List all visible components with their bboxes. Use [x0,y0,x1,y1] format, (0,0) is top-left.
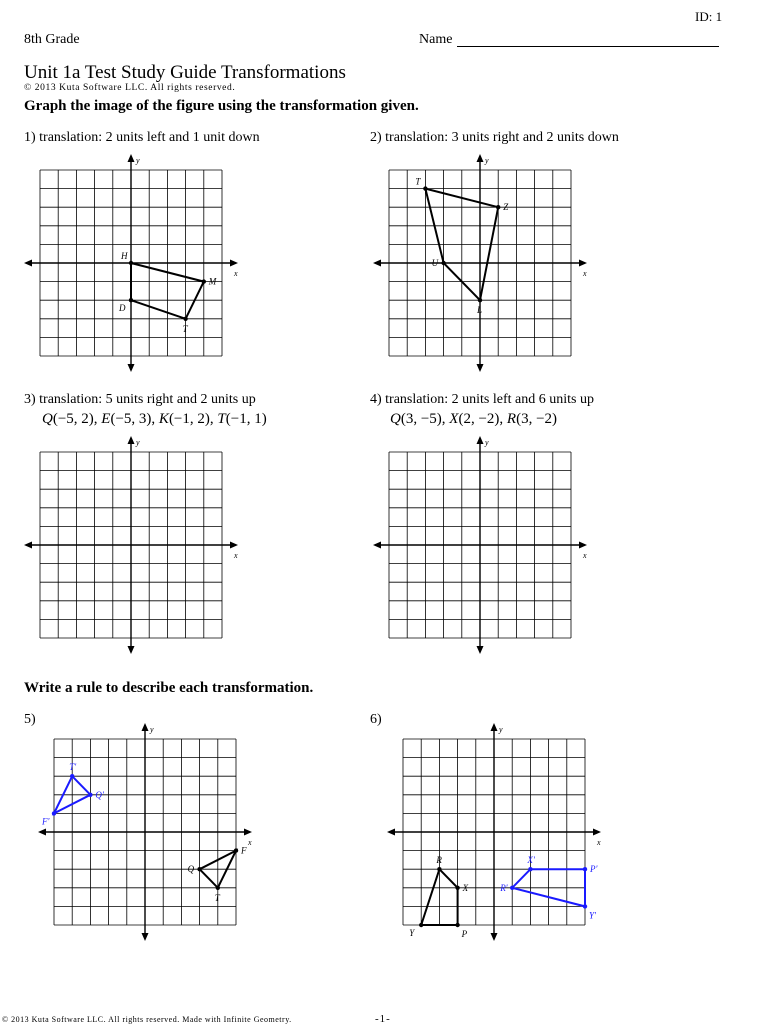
vertex-point [52,811,56,815]
y-axis-label: y [485,438,489,447]
problem-2-label: 2) translation: 3 units right and 2 units down [370,130,619,145]
y-axis-up-arrow-icon [128,436,135,444]
y-axis-up-arrow-icon [477,436,484,444]
x-axis-label: x [234,551,238,560]
vertex-label: Z [503,202,509,213]
vertex-label: P [461,929,468,939]
vertex-point [197,867,201,871]
vertex-label: R' [500,882,508,893]
vertex-point [183,317,187,321]
vertex-label: Q' [95,789,104,800]
problem-4-label: 4) translation: 2 units left and 6 units up [370,392,594,407]
vertex-label: D [119,303,126,314]
x-axis-label: x [234,269,238,278]
id-label: ID: 1 [695,9,723,24]
vertex-point [528,867,532,871]
name-field[interactable] [457,46,719,47]
x-axis-left-arrow-icon [38,829,46,836]
y-axis-label: y [136,438,140,447]
x-axis-left-arrow-icon [387,829,395,836]
problem-5-label: 5) [24,712,36,727]
vertex-label: U [431,258,439,268]
graph-6[interactable] [385,721,603,943]
grade-label: 8th Grade [24,32,80,47]
vertex-point [234,848,238,852]
vertex-label: L [477,305,483,316]
vertex-point [496,205,500,209]
x-axis-right-arrow-icon [579,542,587,549]
vertex-point [202,279,206,283]
x-axis-label: x [248,838,252,847]
problem-3-label: 3) translation: 5 units right and 2 units up [24,392,256,407]
y-axis-down-arrow-icon [491,933,498,941]
vertex-label: P' [590,864,598,875]
y-axis-up-arrow-icon [491,723,498,731]
vertex-label: T [182,323,188,334]
x-axis-right-arrow-icon [579,260,587,267]
vertex-point [129,261,133,265]
vertex-point [478,298,482,302]
vertex-point [455,923,459,927]
name-label: Name [419,32,453,47]
vertex-point [583,867,587,871]
vertex-label: X [462,882,469,893]
vertex-point [216,886,220,890]
x-axis-right-arrow-icon [230,542,238,549]
vertex-label: F [241,845,247,856]
vertex-label: R [436,855,442,866]
x-axis-left-arrow-icon [373,542,381,549]
vertex-point [437,867,441,871]
y-axis-up-arrow-icon [128,154,135,162]
problem-3-coordinates: Q(−5, 2), E(−5, 3), K(−1, 2), T(−1, 1) [42,411,267,427]
problem-1-label: 1) translation: 2 units left and 1 unit down [24,130,260,145]
problem-6-label: 6) [370,712,382,727]
vertex-point [455,886,459,890]
vertex-label: T' [69,762,77,773]
x-axis-right-arrow-icon [230,260,238,267]
x-axis-left-arrow-icon [24,260,32,267]
vertex-point [423,186,427,190]
vertex-point [510,886,514,890]
vertex-point [129,298,133,302]
y-axis-down-arrow-icon [128,646,135,654]
copyright-notice: © 2013 Kuta Software LLC. All rights reserved. [24,83,236,93]
y-axis-down-arrow-icon [477,364,484,372]
x-axis-label: x [583,269,587,278]
vertex-point [583,904,587,908]
y-axis-up-arrow-icon [142,723,149,731]
vertex-label: T [214,892,220,903]
page-title: Unit 1a Test Study Guide Transformations [24,62,346,83]
vertex-label: M [208,276,217,287]
vertex-label: T [415,176,421,187]
vertex-point [419,923,423,927]
y-axis-down-arrow-icon [477,646,484,654]
page-number: -1- [375,1013,391,1025]
vertex-label: Y' [589,910,596,921]
vertex-label: Y [409,928,415,938]
graph-2[interactable] [371,152,589,374]
x-axis-right-arrow-icon [593,829,601,836]
y-axis-label: y [485,156,489,165]
vertex-label: F' [42,816,50,827]
vertex-label: Q [187,864,195,875]
vertex-label: H [121,251,128,261]
x-axis-label: x [583,551,587,560]
vertex-point [441,261,445,265]
graph-1[interactable] [22,152,240,374]
graph-3[interactable] [22,434,240,656]
graph-4[interactable] [371,434,589,656]
footer-copyright: © 2013 Kuta Software LLC. All rights reserved. Made with Infinite Geometry. [2,1015,292,1024]
y-axis-up-arrow-icon [477,154,484,162]
x-axis-right-arrow-icon [244,829,252,836]
section-instruction-rule: Write a rule to describe each transformation. [24,680,314,696]
x-axis-label: x [597,838,601,847]
y-axis-down-arrow-icon [142,933,149,941]
y-axis-down-arrow-icon [128,364,135,372]
problem-4-coordinates: Q(3, −5), X(2, −2), R(3, −2) [390,411,558,427]
y-axis-label: y [136,156,140,165]
vertex-point [70,774,74,778]
y-axis-label: y [499,725,503,734]
vertex-point [88,793,92,797]
y-axis-label: y [150,725,154,734]
graph-5[interactable] [36,721,254,943]
vertex-label: X' [527,855,535,866]
x-axis-left-arrow-icon [373,260,381,267]
section-instruction-graph: Graph the image of the figure using the transformation given. [24,98,419,114]
x-axis-left-arrow-icon [24,542,32,549]
